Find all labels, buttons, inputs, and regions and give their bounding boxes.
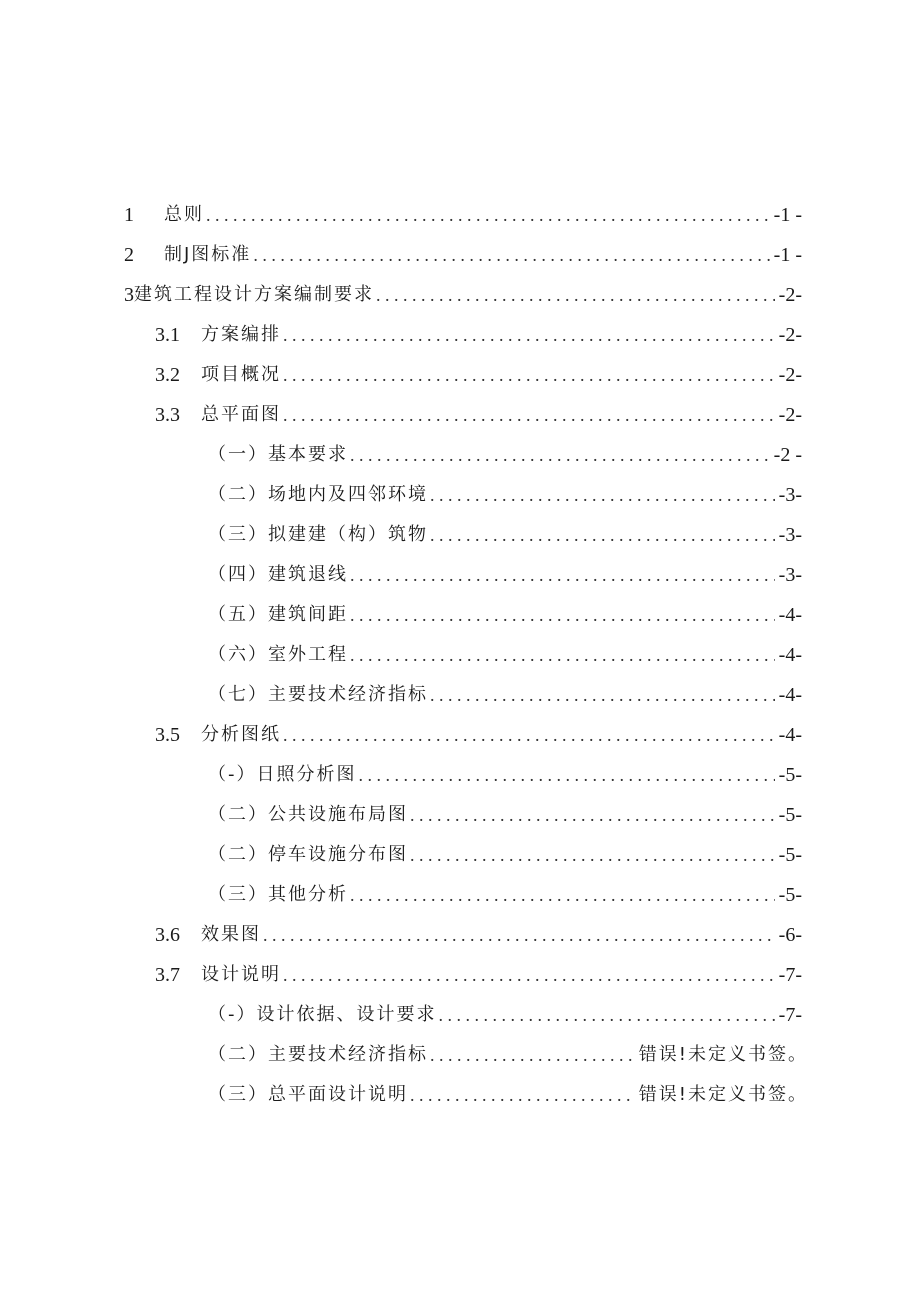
dot-leader: [206, 204, 770, 226]
toc-entry-page-error: 错误!未定义书签。: [638, 1084, 808, 1105]
dot-leader: [350, 444, 770, 466]
toc-entry-3-5-3[interactable]: [208, 826, 802, 866]
dot-leader: [283, 364, 775, 386]
dot-leader: [430, 684, 775, 706]
toc-entry-title: 总则: [164, 204, 204, 225]
dot-leader: [410, 844, 775, 866]
dot-leader: [350, 604, 775, 626]
toc-entry-title: （二）停车设施分布图: [208, 844, 408, 865]
toc-entry-3-3-7[interactable]: [208, 666, 802, 706]
toc-entry-3-3-1[interactable]: [208, 426, 802, 466]
dot-leader: [350, 644, 775, 666]
toc-entry-title: 设计说明: [201, 964, 281, 985]
toc-entry-title: （二）主要技术经济指标: [208, 1044, 428, 1065]
toc-entry-title: 分析图纸: [201, 724, 281, 745]
toc-entry-number: 3.3: [155, 404, 180, 426]
dot-leader: [263, 924, 775, 946]
dot-leader: [410, 1084, 635, 1106]
toc-entry-page: -4-: [778, 684, 802, 706]
dot-leader: [376, 284, 775, 306]
toc-entry-3-5-4[interactable]: [208, 866, 802, 906]
toc-entry-3-3-2[interactable]: [208, 466, 802, 506]
toc-entry-title: （三）总平面设计说明: [208, 1084, 408, 1105]
toc-entry-3-7-3[interactable]: [208, 1066, 808, 1106]
toc-entry-number: 2: [124, 244, 134, 266]
toc-entry-title: （七）主要技术经济指标: [208, 684, 428, 705]
dot-leader: [283, 724, 775, 746]
toc-entry-3-3[interactable]: [155, 386, 802, 426]
toc-entry-page: -3-: [778, 524, 802, 546]
dot-leader: [410, 804, 775, 826]
toc-entry-title: （二）场地内及四邻环境: [208, 484, 428, 505]
toc-entry-title: （-）设计依据、设计要求: [208, 1004, 437, 1025]
toc-entry-page: -5-: [778, 884, 802, 906]
toc-entry-page: -6-: [778, 924, 802, 946]
toc-entry-page: -1 -: [773, 204, 802, 226]
toc-entry-3[interactable]: [124, 266, 802, 306]
toc-entry-title: （六）室外工程: [208, 644, 348, 665]
toc-entry-title: 建筑工程设计方案编制要求: [134, 284, 374, 305]
toc-entry-page: -2-: [778, 324, 802, 346]
toc-entry-3-3-3[interactable]: [208, 506, 802, 546]
toc-entry-title: 方案编排: [201, 324, 281, 345]
toc-entry-3-5[interactable]: [155, 706, 802, 746]
toc-entry-title: 效果图: [201, 924, 261, 945]
toc-entry-3-3-5[interactable]: [208, 586, 802, 626]
dot-leader: [430, 484, 775, 506]
toc-entry-title: （四）建筑退线: [208, 564, 348, 585]
toc-entry-number: 3.6: [155, 924, 180, 946]
toc-entry-title: （五）建筑间距: [208, 604, 348, 625]
toc-entry-3-2[interactable]: [155, 346, 802, 386]
toc-entry-page: -3-: [778, 564, 802, 586]
toc-entry-number: 3.5: [155, 724, 180, 746]
toc-entry-page: -7-: [778, 964, 802, 986]
dot-leader: [283, 964, 775, 986]
toc-entry-3-6[interactable]: [155, 906, 802, 946]
dot-leader: [439, 1004, 775, 1026]
toc-entry-page: -2 -: [773, 444, 802, 466]
toc-entry-title: （三）其他分析: [208, 884, 348, 905]
dot-leader: [283, 404, 775, 426]
toc-entry-number: 1: [124, 204, 134, 226]
toc-entry-3-7[interactable]: [155, 946, 802, 986]
dot-leader: [430, 1044, 635, 1066]
toc-entry-title: （一）基本要求: [208, 444, 348, 465]
toc-entry-3-1[interactable]: [155, 306, 802, 346]
toc-entry-page: -1 -: [773, 244, 802, 266]
toc-entry-page: -7-: [778, 1004, 802, 1026]
toc-entry-3-5-1[interactable]: [208, 746, 802, 786]
toc-entry-title: 制J图标准: [164, 244, 252, 265]
toc-entry-number: 3: [124, 284, 134, 306]
dot-leader: [350, 564, 775, 586]
toc-entry-3-7-1[interactable]: [208, 986, 802, 1026]
dot-leader: [359, 764, 775, 786]
toc-entry-3-3-4[interactable]: [208, 546, 802, 586]
dot-leader: [253, 244, 769, 266]
dot-leader: [283, 324, 775, 346]
toc-entry-page: -5-: [778, 764, 802, 786]
toc-entry-page: -2-: [778, 284, 802, 306]
toc-entry-number: 3.7: [155, 964, 180, 986]
toc-entry-title: （-）日照分析图: [208, 764, 357, 785]
toc-entry-title: （三）拟建建（构）筑物: [208, 524, 428, 545]
toc-entry-page: -4-: [778, 644, 802, 666]
toc-entry-1[interactable]: [124, 186, 802, 226]
toc-entry-3-7-2[interactable]: [208, 1026, 808, 1066]
toc-entry-number: 3.2: [155, 364, 180, 386]
toc-entry-page: -5-: [778, 844, 802, 866]
toc-entry-page: -2-: [778, 364, 802, 386]
toc-entry-3-5-2[interactable]: [208, 786, 802, 826]
toc-entry-3-3-6[interactable]: [208, 626, 802, 666]
toc-entry-page: -4-: [778, 724, 802, 746]
dot-leader: [350, 884, 775, 906]
dot-leader: [430, 524, 775, 546]
toc-entry-title: 总平面图: [201, 404, 281, 425]
toc-entry-number: 3.1: [155, 324, 180, 346]
toc-entry-page: -2-: [778, 404, 802, 426]
toc-entry-page: -4-: [778, 604, 802, 626]
toc-entry-page: -5-: [778, 804, 802, 826]
toc-entry-page-error: 错误!未定义书签。: [638, 1044, 808, 1065]
toc-entry-title: 项目概况: [201, 364, 281, 385]
toc-entry-page: -3-: [778, 484, 802, 506]
toc-entry-title: （二）公共设施布局图: [208, 804, 408, 825]
toc-entry-2[interactable]: [124, 226, 802, 266]
